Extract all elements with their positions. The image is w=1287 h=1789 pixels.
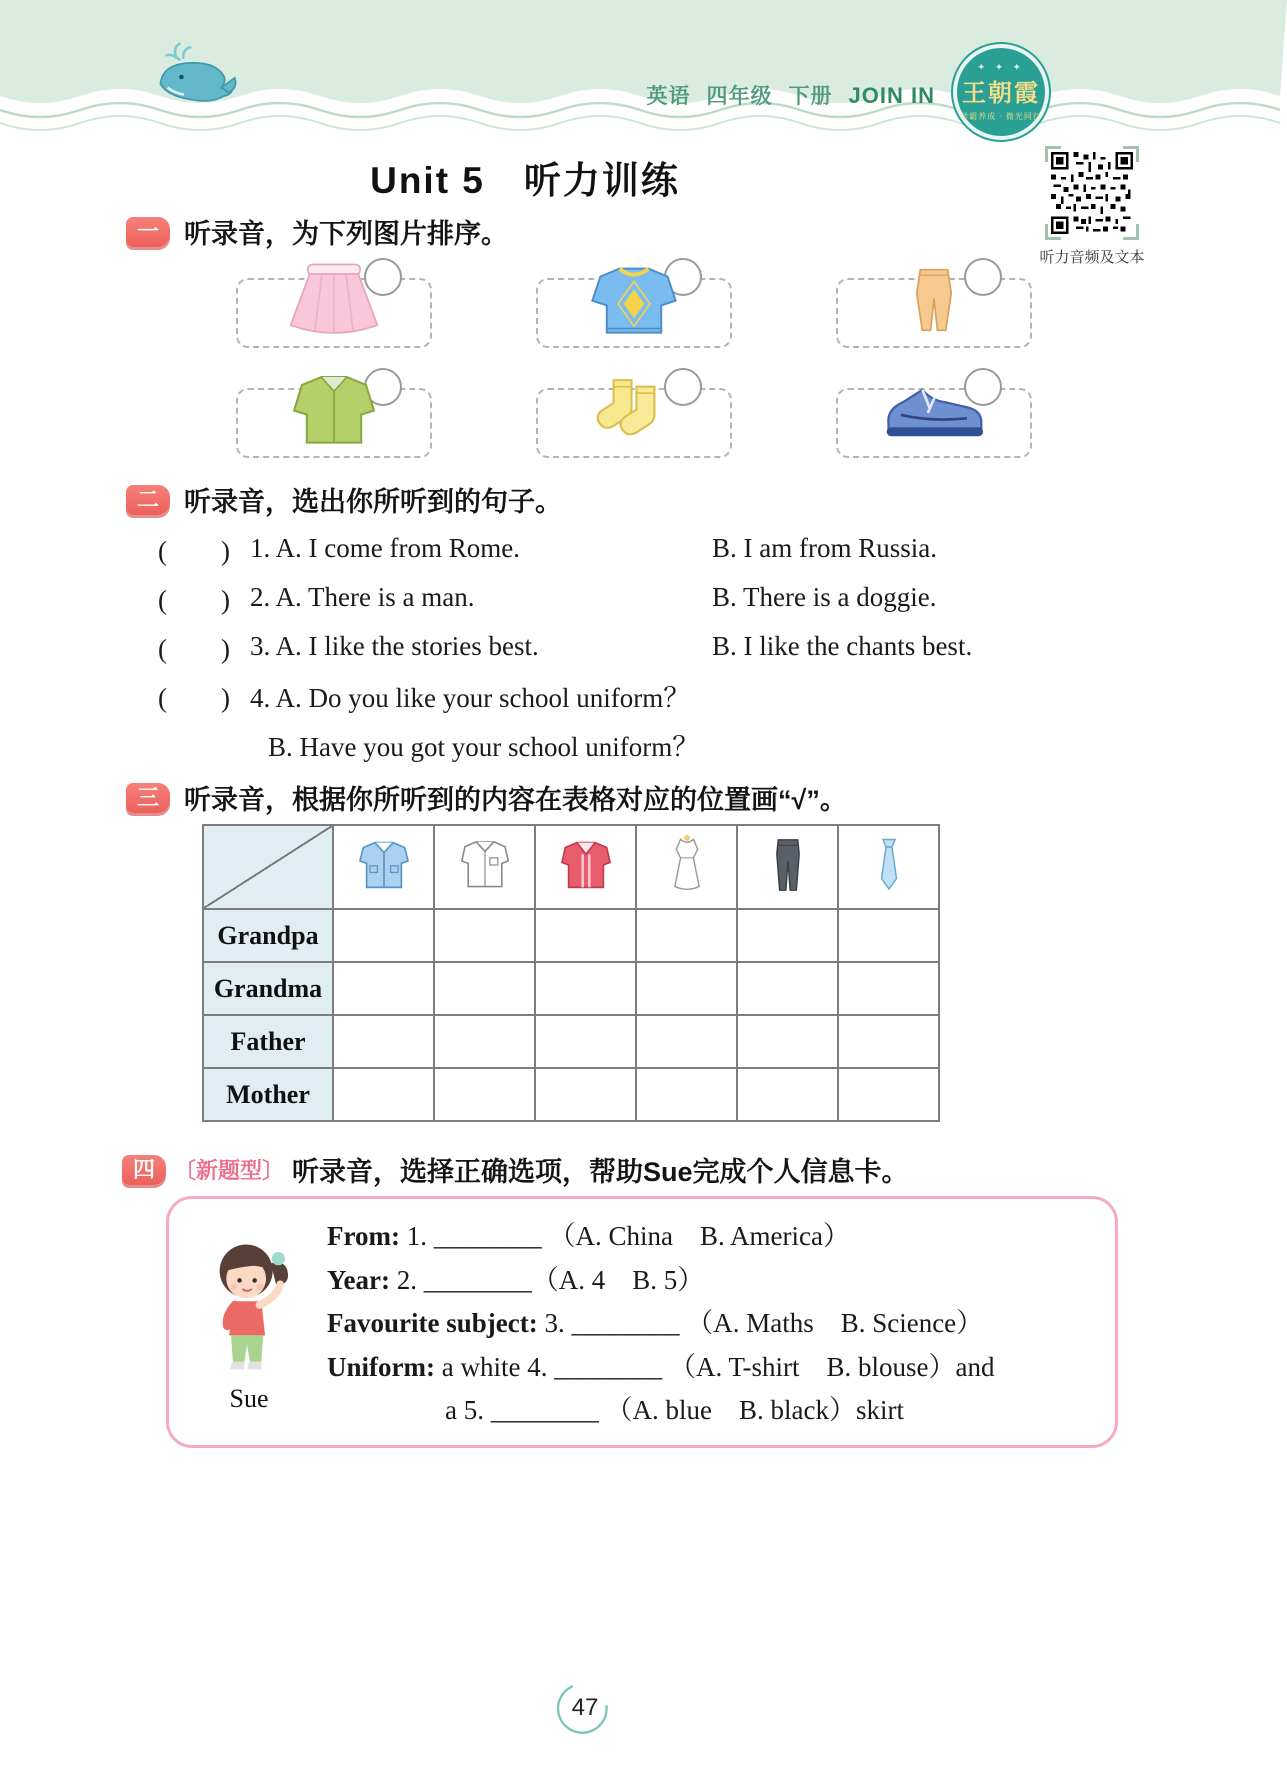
section-two-header [126,480,562,519]
answer-bracket: ( ) [158,536,230,566]
info-line-from: From: 1. ________ （A. China B. America） [327,1221,850,1251]
section-one-badge: 一 [126,217,170,247]
answer-cell [838,909,939,962]
picture-box-sneakers [836,388,1032,458]
option-a: 4. A. Do you like your school uniform？ [250,683,691,713]
info-line-year: Year: 2. ________（A. 4 B. 5） [327,1264,705,1295]
answer-cell [333,962,434,1015]
option-a: 3. A. I like the stories best. [250,631,539,661]
whale-icon [150,42,246,117]
table-corner-cell [203,825,333,909]
answer-cell [333,909,434,962]
qr-corner-decoration [1123,224,1139,240]
answer-cell [636,909,737,962]
option-a: 1. A. I come from Rome. [250,533,520,563]
option-b: B. Have you got your school uniform？ [268,732,700,762]
character-name: Sue [229,1384,269,1413]
question-row [158,622,1158,671]
answer-cell [636,962,737,1015]
qr-caption: 听力音频及文本 [1039,249,1145,266]
section-one-header [126,212,508,251]
answer-bracket: ( ) [158,634,230,664]
answer-circle [964,258,1002,296]
info-card-lines [327,1215,1097,1433]
section-three-instruction: 听录音，根据你所听到的内容在表格对应的位置画“√”。 [184,785,847,815]
answer-bracket: ( ) [158,585,230,615]
answer-cell [838,1068,939,1121]
white-dress-icon [636,825,737,909]
page-footer [0,1678,1170,1738]
row-label-mother: Mother [203,1068,333,1121]
red-cardigan-icon [535,825,636,909]
picture-box-skirt [236,278,432,348]
question-row [158,524,1158,573]
question-list [158,524,1158,769]
answer-cell [333,1068,434,1121]
header-meta [647,80,935,110]
option-b: B. I like the chants best. [712,631,973,661]
jacket-image [284,369,384,454]
answer-cell [535,909,636,962]
header-brand: JOIN IN [848,83,935,108]
personal-info-card [166,1196,1118,1448]
listening-check-table [202,824,940,1122]
section-three-badge: 三 [126,783,170,813]
page-header [0,0,1287,150]
section-four-header [122,1150,909,1189]
audio-qr-block [1037,146,1147,267]
answer-cell [737,909,838,962]
header-volume: 下册 [788,85,833,108]
qr-code [1045,146,1139,240]
question-row [158,671,1158,720]
picture-box-sweater [536,278,732,348]
answer-cell [434,962,535,1015]
sweater-image [586,259,682,344]
answer-cell [838,962,939,1015]
answer-bracket: ( ) [158,683,230,713]
row-label-father: Father [203,1015,333,1068]
answer-cell [434,1068,535,1121]
answer-cell [535,962,636,1015]
skirt-image [273,261,395,344]
header-grade: 四年级 [706,85,773,108]
girl-image [196,1235,302,1377]
row-label-grandma: Grandma [203,962,333,1015]
pants-image [903,261,965,344]
page-title: Unit 5 听力训练 [370,160,680,201]
white-shirt-icon [434,825,535,909]
blue-tie-icon [838,825,939,909]
info-line-uniform-continued: a 5. ________ （A. blue B. black）skirt [445,1395,904,1425]
row-label-grandpa: Grandpa [203,909,333,962]
answer-cell [636,1015,737,1068]
logo-text: 王朝霞 [962,81,1040,107]
section-two-badge: 二 [126,485,170,515]
answer-cell [838,1015,939,1068]
sue-illustration [191,1235,307,1414]
dark-trousers-icon [737,825,838,909]
page-number: 47 [571,1694,599,1721]
answer-cell [434,1015,535,1068]
answer-cell [535,1068,636,1121]
new-question-type-tag: 〔新题型〕 [174,1158,285,1183]
question-row-continuation [158,720,1158,769]
answer-cell [535,1015,636,1068]
answer-cell [737,962,838,1015]
picture-box-socks [536,388,732,458]
picture-box-jacket [236,388,432,458]
option-b: B. There is a doggie. [712,582,937,612]
denim-jacket-icon [333,825,434,909]
option-a: 2. A. There is a man. [250,582,475,612]
logo-stars-decoration: ✦ ✦ ✦ [977,62,1025,72]
section-four-instruction: 听录音，选择正确选项，帮助Sue完成个人信息卡。 [292,1157,909,1187]
answer-cell [737,1015,838,1068]
section-four-badge: 四 [122,1155,166,1185]
answer-cell [636,1068,737,1121]
option-b: B. I am from Russia. [712,533,937,563]
section-one-instruction: 听录音，为下列图片排序。 [184,219,508,249]
section-three-header [126,778,847,817]
section-two-instruction: 听录音，选出你所听到的句子。 [184,487,562,517]
socks-image [589,375,679,454]
info-line-uniform: Uniform: a white 4. ________ （A. T-shirt B. blouse）and [327,1351,995,1382]
picture-box-pants [836,278,1032,348]
question-row [158,573,1158,622]
header-subject: 英语 [646,85,691,108]
answer-cell [333,1015,434,1068]
qr-corner-decoration [1045,146,1061,162]
logo-subtext: 学霸养成 · 微光同行 [960,112,1042,121]
answer-cell [737,1068,838,1121]
sneakers-image [876,377,992,454]
qr-corner-decoration [1045,224,1061,240]
answer-cell [434,909,535,962]
publisher-logo [953,44,1049,140]
info-line-subject: Favourite subject: 3. ________ （A. Maths B. Science） [327,1308,984,1338]
qr-corner-decoration [1123,146,1139,162]
